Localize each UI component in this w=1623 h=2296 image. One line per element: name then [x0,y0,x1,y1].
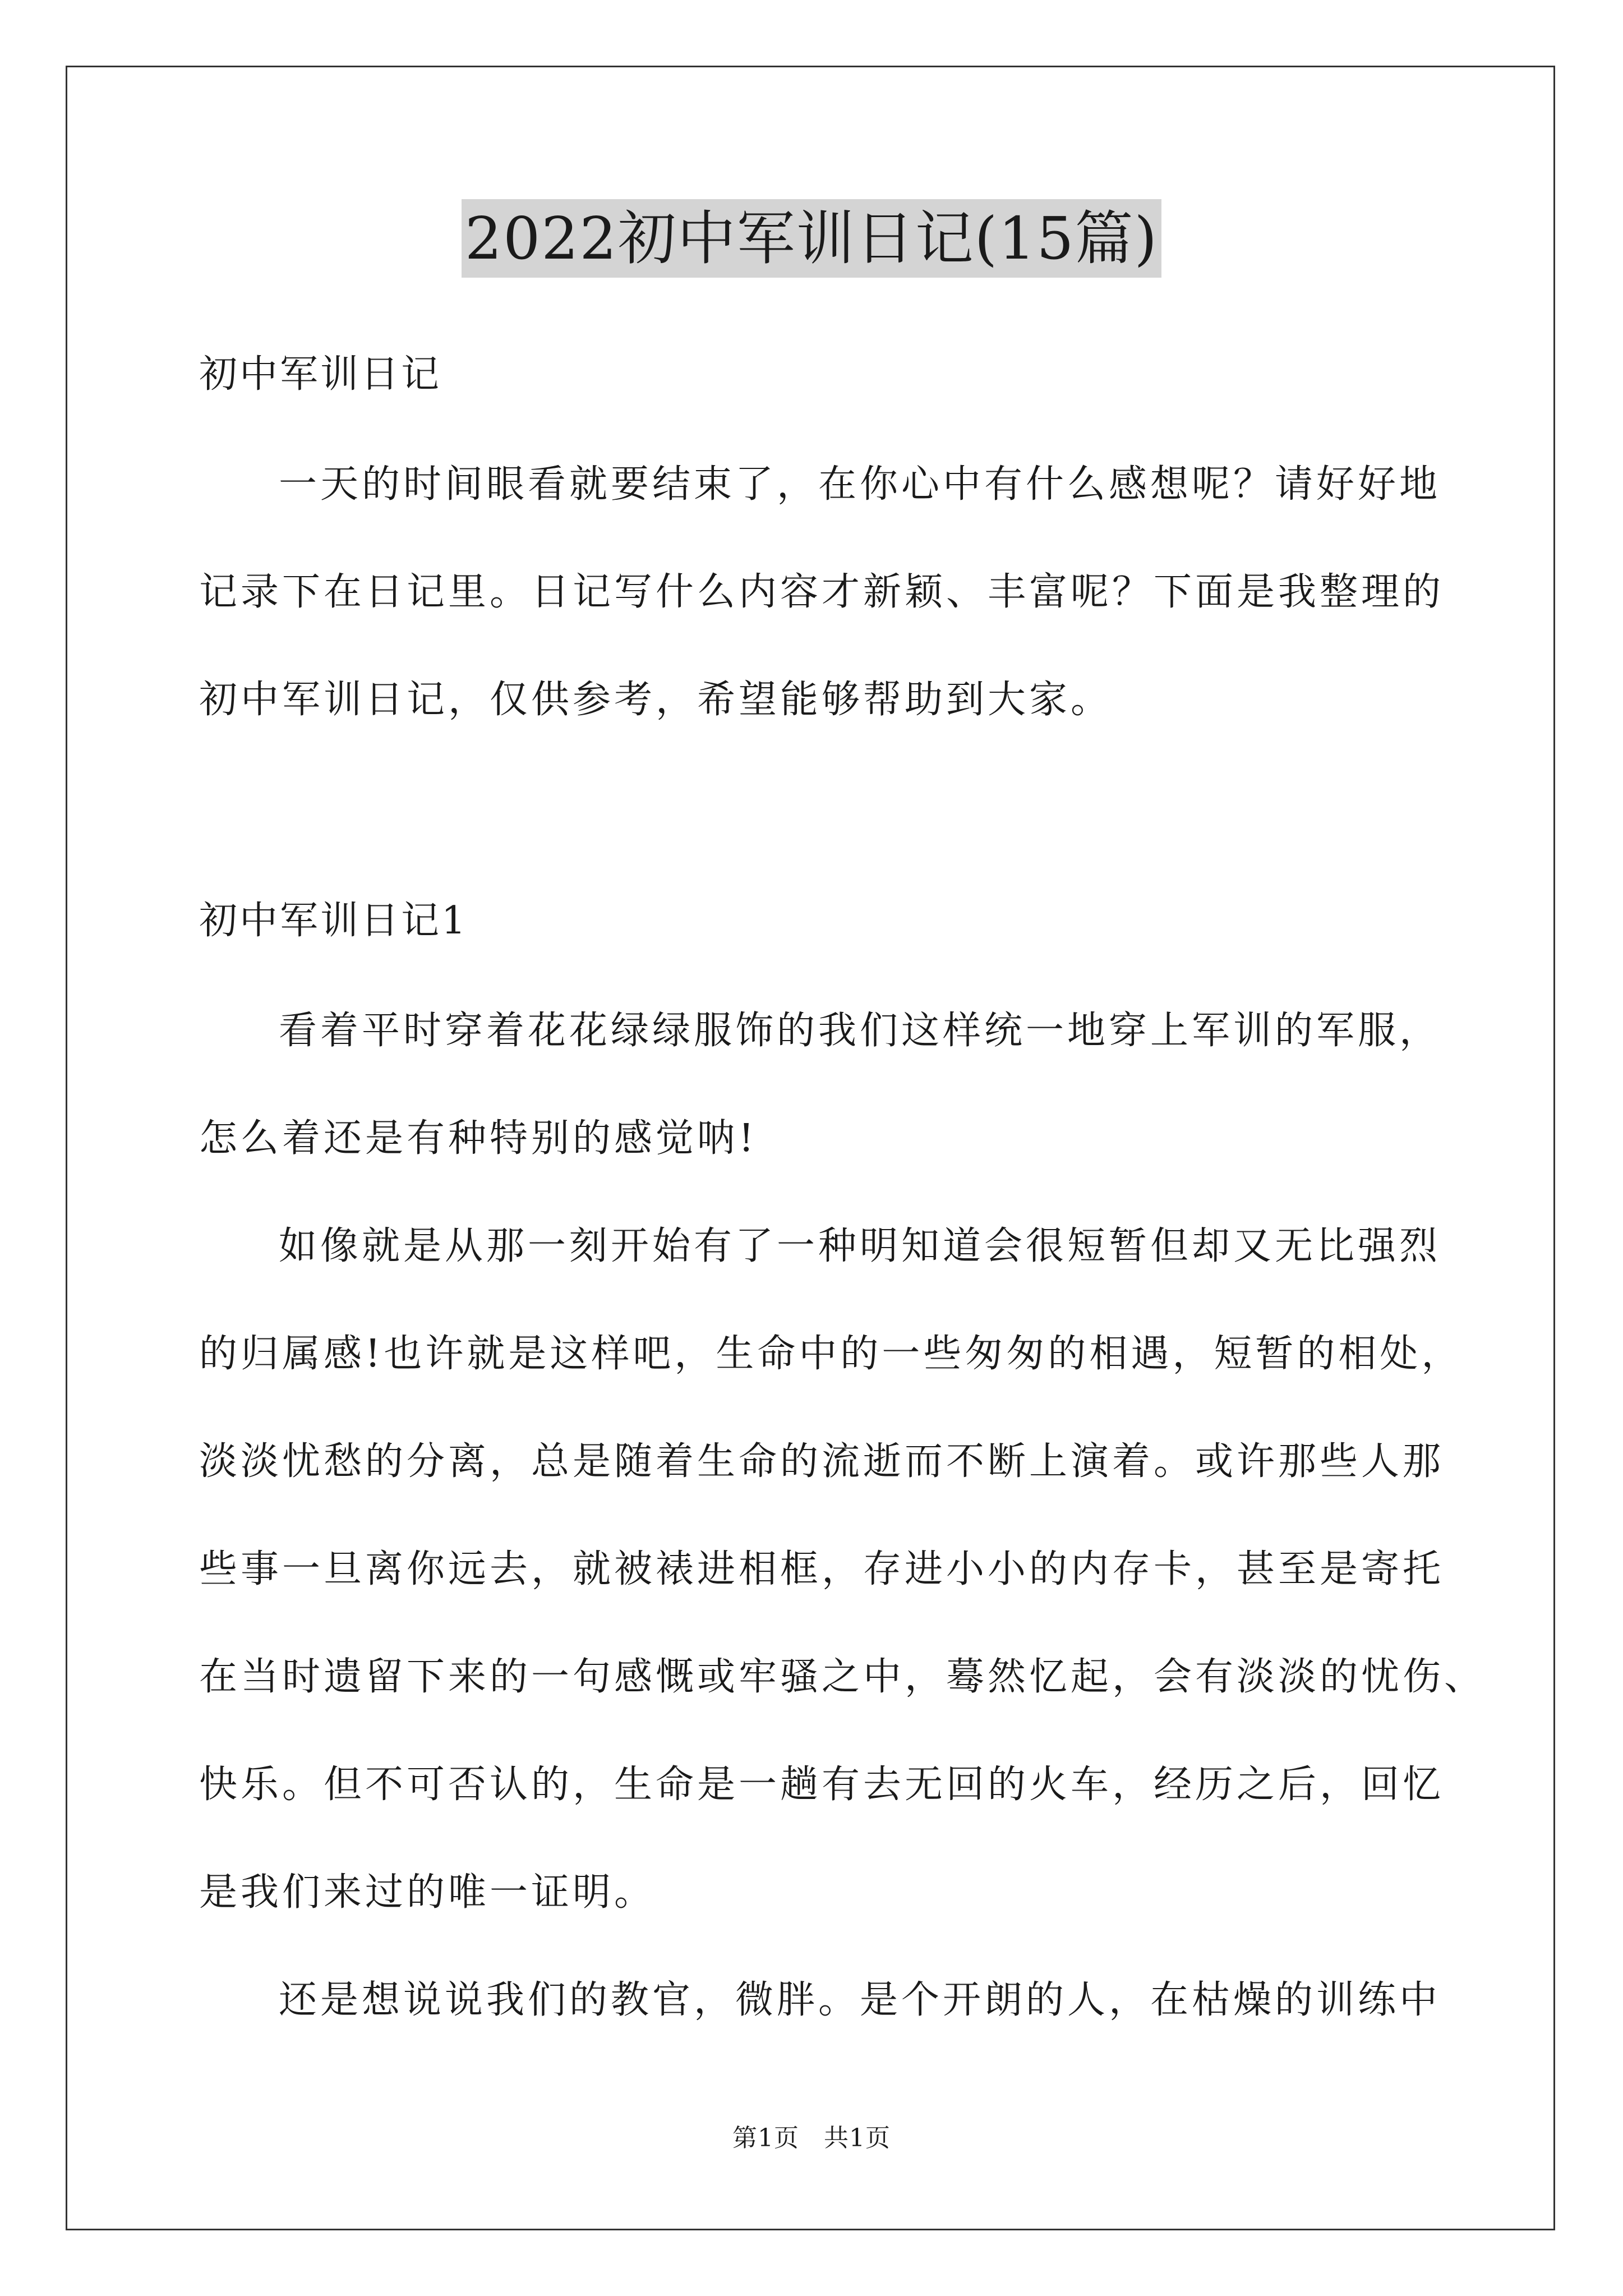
document-title: 2022初中军训日记(15篇) [462,199,1161,278]
text-line: 如像就是从那一刻开始有了一种明知道会很短暂但却又无比强烈 [279,1224,1441,1268]
intro-paragraph [199,431,1472,754]
text-line: 在当时遗留下来的一句感慨或牢骚之中，蓦然忆起，会有淡淡的忧伤、 [199,1655,1486,1699]
text-line: 快乐。但不可否认的，生命是一趟有去无回的火车，经历之后，回忆 [199,1763,1445,1807]
page-number: 第1页 [732,2124,799,2152]
document-body [199,348,1486,2054]
paragraph-1 [199,977,1472,1193]
text-line: 还是想说说我们的教官，微胖。是个开朗的人，在枯燥的训练中 [279,1978,1441,2022]
text-line: 初中军训日记，仅供参考，希望能够帮助到大家。 [199,678,1113,722]
text-line: 记录下在日记里。日记写什么内容才新颖、丰富呢？下面是我整理的 [199,570,1445,614]
text-line: 些事一旦离你远去，就被裱进相框，存进小小的内存卡，甚至是寄托 [199,1547,1445,1591]
paragraph-2 [199,1193,1486,1947]
page-total: 共1页 [824,2124,891,2152]
paragraph-3 [199,1947,1472,2054]
text-line: 怎么着还是有种特别的感觉呐! [199,1116,758,1161]
section-heading: 初中军训日记1 [199,899,468,943]
text-line: 的归属感!也许就是这样吧，生命中的一些匆匆的相遇，短暂的相处， [199,1332,1463,1376]
text-line: 淡淡忧愁的分离，总是随着生命的流逝而不断上演着。或许那些人那 [199,1439,1445,1484]
text-line: 是我们来过的唯一证明。 [199,1870,656,1915]
page-footer [0,2122,1623,2155]
text-line: 看着平时穿着花花绿绿服饰的我们这样统一地穿上军训的军服， [279,1009,1441,1053]
text-line: 一天的时间眼看就要结束了，在你心中有什么感想呢？请好好地 [279,462,1441,507]
intro-heading: 初中军训日记 [199,352,442,397]
title-container [0,199,1623,278]
